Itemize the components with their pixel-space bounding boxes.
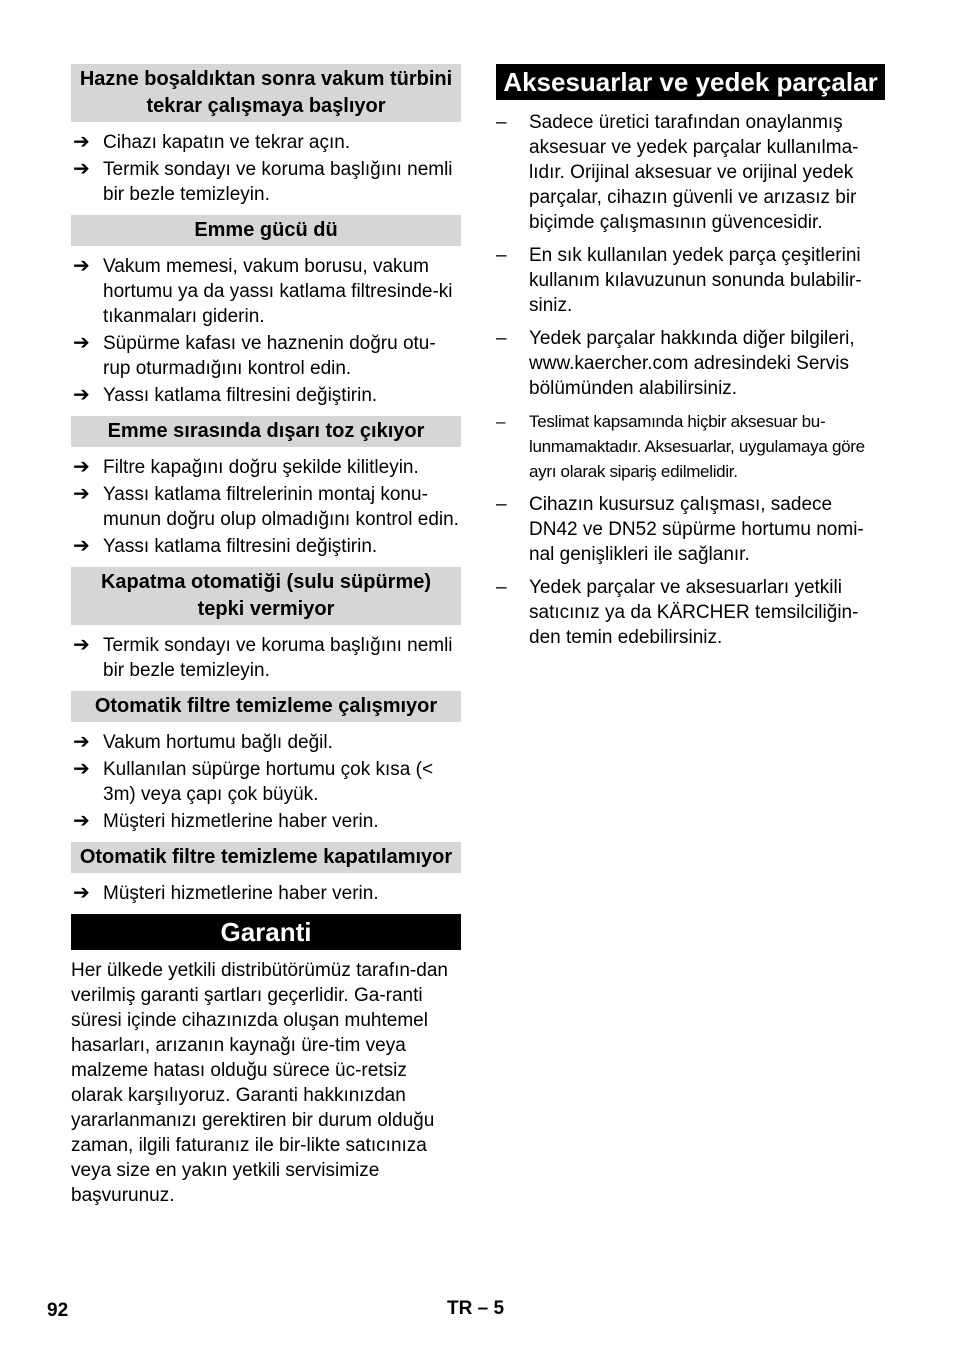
list-item: ➔ Filtre kapağını doğru şekilde kilitleyin. <box>73 456 419 478</box>
arrow-icon: ➔ <box>73 158 90 180</box>
list-item: – Teslimat kapsamında hiçbir aksesuar bu-lunmamaktadır. Aksesuarlar, uygulamaya göre ayrı olarak sipariş edilmelidir. <box>496 409 885 484</box>
instruction-list <box>71 633 461 683</box>
instruction-list <box>71 254 461 408</box>
section-filter-cleaning-not-working <box>71 691 461 834</box>
list-item: ➔ Kullanılan süpürge hortumu çok kısa (< 3m) veya çapı çok büyük. <box>73 758 434 805</box>
arrow-icon: ➔ <box>73 255 90 277</box>
section-dust-escapes <box>71 416 461 559</box>
list-item: ➔ Vakum memesi, vakum borusu, vakum hortumu ya da yassı katlama filtresinde-ki tıkanmaları giderin. <box>73 255 453 327</box>
section-filter-cleaning-cannot-turn-off <box>71 842 461 906</box>
dash-marker: – <box>496 412 506 431</box>
arrow-icon: ➔ <box>73 535 90 557</box>
list-item: ➔ Yassı katlama filtresini değiştirin. <box>73 384 378 406</box>
arrow-icon: ➔ <box>73 456 90 478</box>
dash-marker: – <box>496 577 507 598</box>
arrow-icon: ➔ <box>73 758 90 780</box>
arrow-icon: ➔ <box>73 882 90 904</box>
dash-marker: – <box>496 328 507 349</box>
arrow-icon: ➔ <box>73 483 90 505</box>
list-item: – Cihazın kusursuz çalışması, sadece DN42 ve DN52 süpürme hortumu nomi-nal genişlikleri ile sağlanır. <box>496 494 864 565</box>
dash-marker: – <box>496 245 507 266</box>
list-item: ➔ Süpürme kafası ve haznenin doğru otu-rup oturmadığını kontrol edin. <box>73 332 436 379</box>
page-number: 92 <box>47 1300 69 1321</box>
list-item: ➔ Vakum hortumu bağlı değil. <box>73 731 333 753</box>
left-column <box>71 64 461 1208</box>
dash-marker: – <box>496 112 507 133</box>
section-suction-power <box>71 215 461 408</box>
section-heading: Hazne boşaldıktan sonra vakum türbini tekrar çalışmaya başlıyor <box>71 64 461 122</box>
section-heading: Otomatik filtre temizleme çalışmıyor <box>71 691 461 722</box>
instruction-list <box>71 881 461 906</box>
section-heading: Kapatma otomatiği (sulu süpürme) tepki vermiyor <box>71 567 461 625</box>
arrow-icon: ➔ <box>73 634 90 656</box>
warranty-heading: Garanti <box>71 914 461 950</box>
list-item: ➔ Yassı katlama filtresini değiştirin. <box>73 535 378 557</box>
section-turbine-restarts <box>71 64 461 207</box>
section-warranty <box>71 914 461 1208</box>
instruction-list <box>71 730 461 834</box>
section-auto-shutoff <box>71 567 461 683</box>
warranty-text: Her ülkede yetkili distribütörümüz tarafın-dan verilmiş garanti şartları geçerlidir. Ga-ranti süresi içinde cihazınızda oluşan muhtemel hasarları, arızanın kaynağı üre-tim veya malzeme hatası olduğu sürece üc-retsiz olarak karşılıyoruz. Garanti hakkınızdan yararlanmanızı gerektiren bir durum olduğu zaman, ilgili faturanız ile bir-likte satıcınıza veya size en yakın yetkili servisimize başvurunuz. <box>71 960 449 1206</box>
list-item: – En sık kullanılan yedek parça çeşitlerini kullanım kılavuzunun sonunda bulabilir-siniz. <box>496 245 862 316</box>
right-column <box>496 64 885 658</box>
instruction-list <box>71 130 461 207</box>
language-page-label: TR – 5 <box>447 1298 505 1319</box>
arrow-icon: ➔ <box>73 810 90 832</box>
list-item: – Sadece üretici tarafından onaylanmış aksesuar ve yedek parçalar kullanılma-lıdır. Orijinal aksesuar ve orijinal yedek parçalar, cihazın güvenli ve arızasız bir biçimde çalışmasının güvencesidir. <box>496 112 859 233</box>
list-item: ➔ Cihazı kapatın ve tekrar açın. <box>73 131 351 153</box>
list-item: – Yedek parçalar ve aksesuarları yetkili satıcınız ya da KÄRCHER temsilciliğin-den temin edebilirsiniz. <box>496 577 859 648</box>
accessories-heading: Aksesuarlar ve yedek parçalar <box>496 64 885 100</box>
accessories-list <box>496 110 885 650</box>
list-item: ➔ Termik sondayı ve koruma başlığını nemli bir bezle temizleyin. <box>73 158 453 205</box>
arrow-icon: ➔ <box>73 332 90 354</box>
section-heading: Emme gücü dü <box>71 215 461 246</box>
arrow-icon: ➔ <box>73 731 90 753</box>
list-item: ➔ Termik sondayı ve koruma başlığını nemli bir bezle temizleyin. <box>73 634 453 681</box>
section-heading: Emme sırasında dışarı toz çıkıyor <box>71 416 461 447</box>
list-item: ➔ Müşteri hizmetlerine haber verin. <box>73 810 379 832</box>
list-item: ➔ Yassı katlama filtrelerinin montaj konu-munun doğru olup olmadığını kontrol edin. <box>73 483 459 530</box>
list-item: ➔ Müşteri hizmetlerine haber verin. <box>73 882 379 904</box>
instruction-list <box>71 455 461 559</box>
dash-marker: – <box>496 494 507 515</box>
section-heading: Otomatik filtre temizleme kapatılamıyor <box>71 842 461 873</box>
arrow-icon: ➔ <box>73 384 90 406</box>
list-item: – Yedek parçalar hakkında diğer bilgileri, www.kaercher.com adresindeki Servis bölümünden alabilirsiniz. <box>496 328 855 399</box>
arrow-icon: ➔ <box>73 131 90 153</box>
